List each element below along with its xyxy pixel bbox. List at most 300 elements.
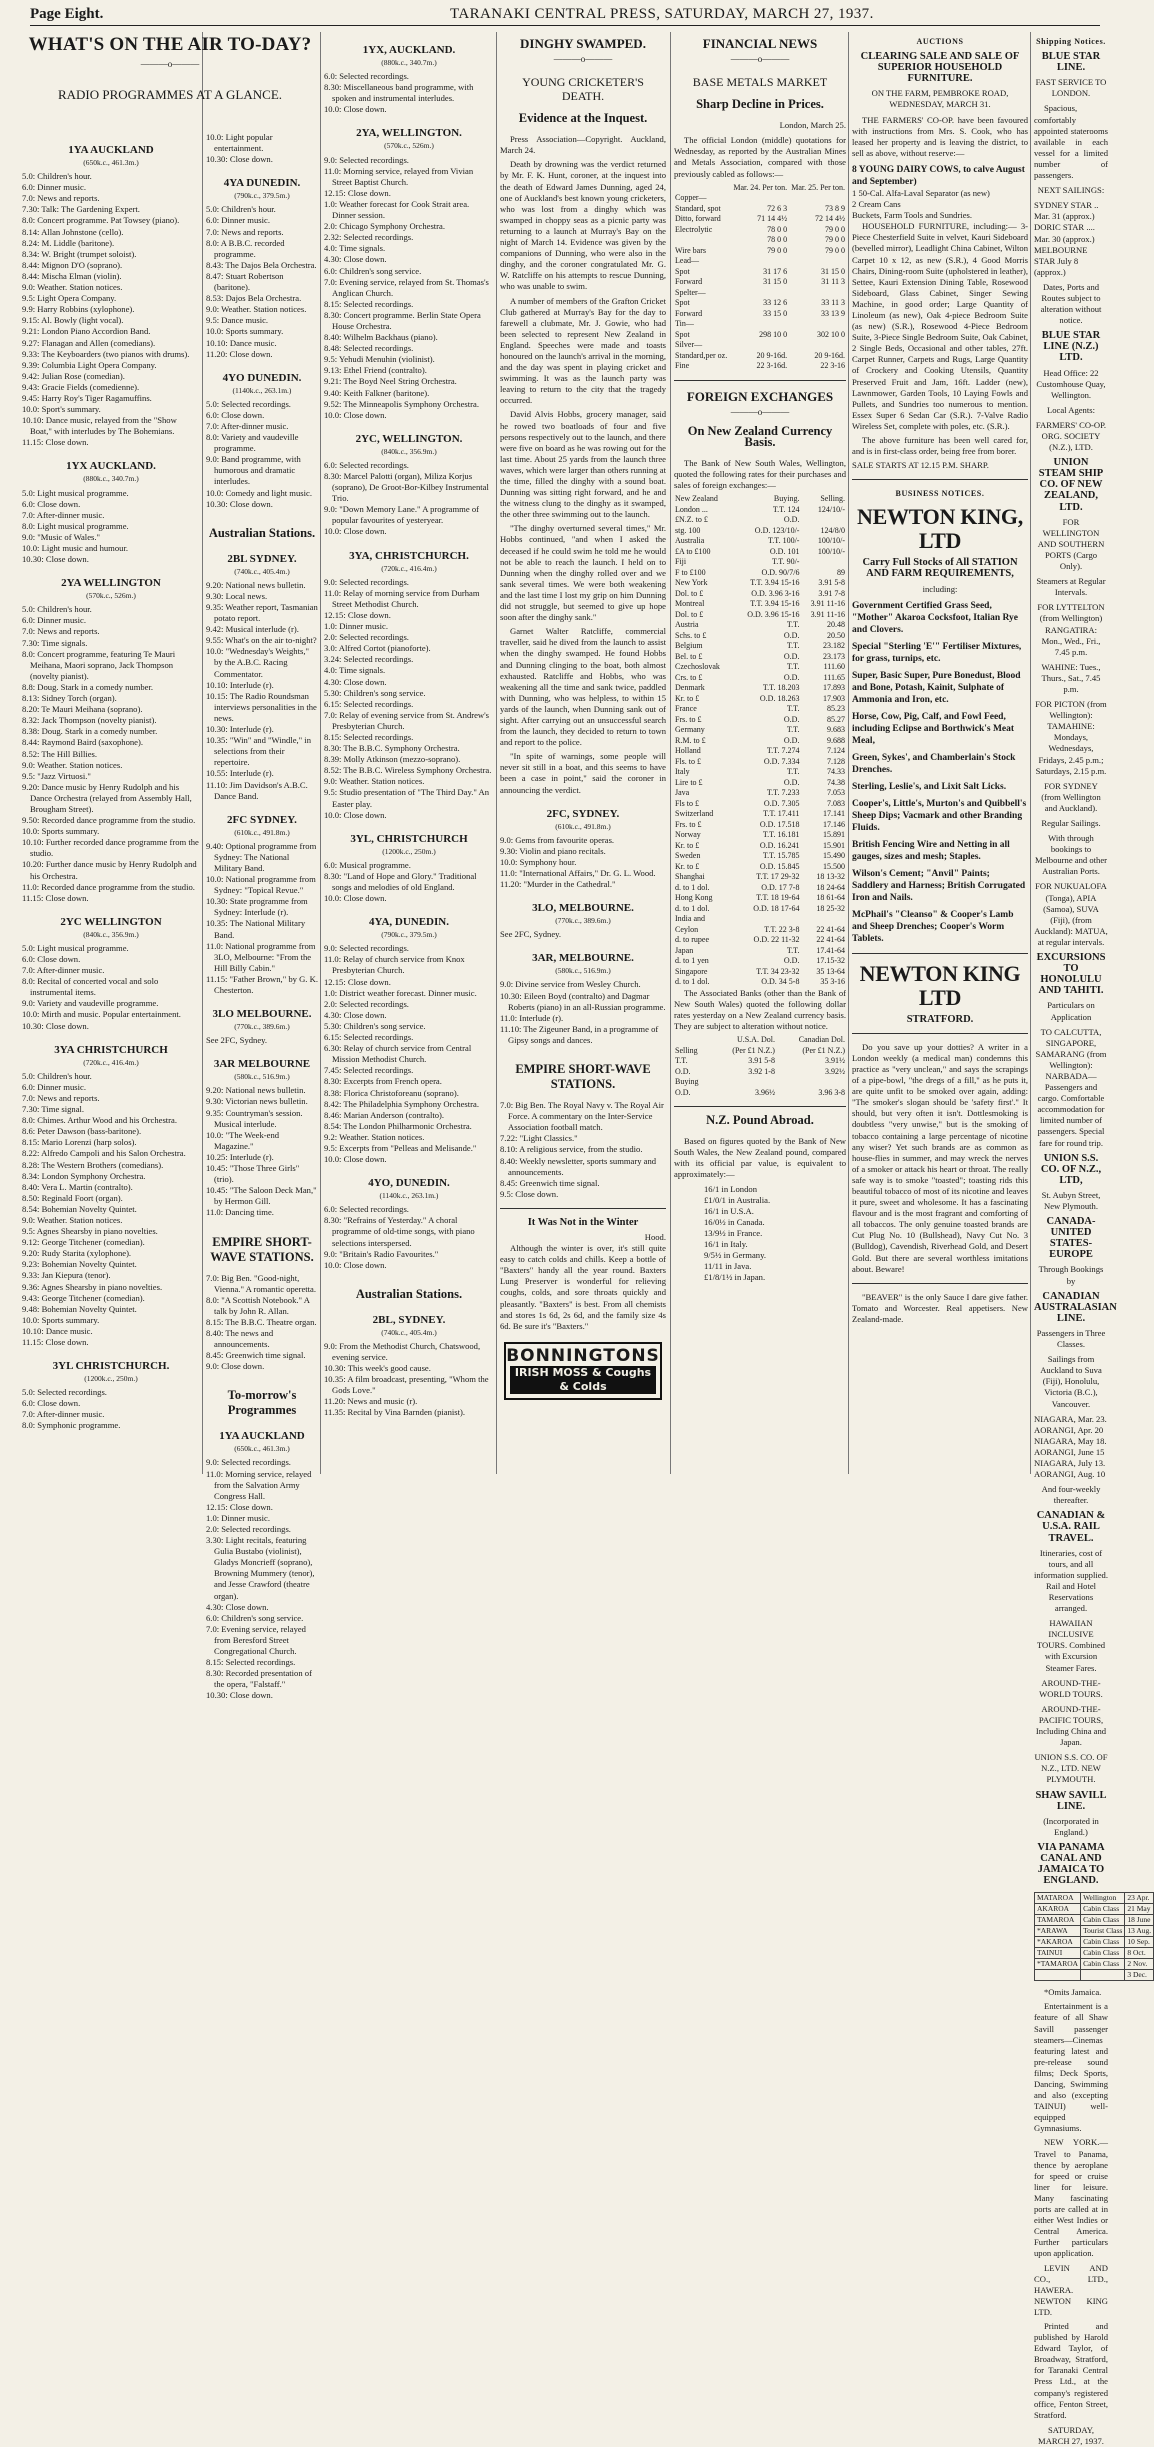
programme-item: 6.0: Dinner music.	[206, 215, 270, 226]
table-cell: Copper—	[675, 193, 707, 203]
article-paragraph: The official London (middle) quotations for Wednesday, as reported by the Australian Mines and Metals Association, compared with those previously cabled as follows:—	[674, 135, 846, 179]
programme-item: 7.30: Time signals.	[22, 637, 88, 648]
programme-item: 11.20: Close down.	[206, 348, 273, 359]
shipping-regular: Regular Sailings.	[1041, 818, 1101, 828]
shipping-around: AROUND-THE-WORLD TOURS.	[1039, 1677, 1103, 1699]
programme-item: 9.0: Divine service from Wesley Church.	[500, 979, 641, 990]
table-cell: 33 11 3	[821, 298, 845, 308]
station-frequency: (610k.c., 491.8m.)	[555, 821, 611, 831]
shipping-printed: Printed and published by Harold Edward Taylor, of Broadway, Stratford, for Taranaki Central Press Ltd., at the company's registered office, Fenton Street, Stratford.	[1034, 2320, 1108, 2420]
sailing-item: SYDNEY STAR .. Mar. 31 (approx.)	[1034, 200, 1099, 222]
table-row	[1035, 1959, 1154, 1970]
table-cell: Fiji	[675, 557, 687, 567]
programme-item: 8.45: Greenwich time signal.	[206, 1350, 306, 1361]
table-row	[674, 288, 846, 299]
programme-item: 9.20: National news bulletin.	[206, 579, 306, 590]
table-cell: Italy	[675, 767, 690, 777]
table-row	[674, 872, 846, 883]
programme-item: 10.0: Close down.	[324, 409, 387, 420]
table-row	[674, 361, 846, 372]
table-cell: Kr. to £	[675, 693, 700, 703]
station-frequency: (720k.c., 416.4m.)	[83, 1057, 139, 1067]
station-frequency: (740k.c., 405.4m.)	[234, 566, 290, 576]
table-cell: 22 41-64	[816, 924, 845, 934]
table-cell: Fls. to £	[675, 756, 702, 766]
programme-item: 9.0: Weather. Station notices.	[206, 304, 307, 315]
programme-item: 10.35: "Win" and "Windle," in selections from their repertoire.	[206, 735, 311, 768]
newton-king-brand: NEWTON KING, LTD	[857, 504, 1023, 554]
table-row	[674, 214, 846, 225]
programme-item: 8.34: W. Bright (trumpet soloist).	[22, 248, 137, 259]
station-name: 3LO MELBOURNE.	[212, 1008, 312, 1021]
table-cell: 15.490	[823, 851, 845, 861]
table-cell: Kr. to £	[675, 861, 700, 871]
programme-item: 4.0: Time signals.	[324, 665, 386, 676]
table-cell: T.T. 3.94 15-16	[750, 578, 800, 588]
table-cell: 31 15 0	[763, 277, 788, 287]
programme-item: 6.0: Dinner music.	[22, 1081, 86, 1092]
programme-item: 9.48: Bohemian Novelty Quintet.	[22, 1303, 137, 1314]
programme-item: 8.30: Excerpts from French opera.	[324, 1076, 442, 1087]
programme-item: 11.0: Recorded dance programme from the studio.	[22, 881, 195, 892]
radio-subhead: RADIO PROGRAMMES AT A GLANCE.	[57, 87, 283, 102]
table-cell: Lire to £	[675, 777, 703, 787]
programme-item: 10.30: State programme from Sydney: Interlude (r).	[206, 896, 308, 918]
programme-item: 9.33: The Keyboarders (two pianos with drums).	[22, 348, 190, 359]
table-row	[674, 914, 846, 925]
programme-item: 9.20: Rudy Starita (xylophone).	[22, 1248, 132, 1259]
table-cell	[800, 914, 846, 925]
financial-column	[674, 32, 846, 1474]
shipping-fast: FAST SERVICE TO LONDON.	[1035, 77, 1107, 99]
page-number: Page Eight.	[30, 6, 104, 22]
ornament: ———o———	[140, 59, 200, 69]
table-cell: 35 3-16	[820, 977, 845, 987]
programme-item: 8.0: "A Scottish Notebook." A talk by John R. Allan.	[206, 1294, 310, 1316]
programme-item: 9.52: The Minneapolis Symphony Orchestra.	[324, 398, 479, 409]
programme-item: 9.39: Columbia Light Opera Company.	[22, 359, 157, 370]
programme-item: 9.5: Studio presentation of "The Third Day." An Easter play.	[324, 787, 490, 809]
programme-item: 2.0: Selected recordings.	[324, 998, 409, 1009]
table-cell: 20 9-16d.	[814, 350, 845, 360]
table-row	[674, 820, 846, 831]
programme-item: 8.40: Wilhelm Backhaus (piano).	[324, 332, 438, 343]
station-name: 2YC WELLINGTON	[60, 915, 162, 928]
table-cell: Australia	[675, 536, 705, 546]
programme-item: 9.0: "Music of Wales."	[22, 531, 101, 542]
table-row	[674, 641, 846, 652]
table-cell: O.D. 3.96 3-16	[751, 588, 800, 598]
table-cell: Ditto, forward	[675, 214, 721, 224]
product-item: Horse, Cow, Pig, Calf, and Fowl Feed, including Eclipse and Borthwick's Meat Meal,	[852, 711, 1015, 746]
programme-item: 12.15: Close down.	[206, 1501, 273, 1512]
table-cell: Tin—	[675, 319, 694, 329]
table-cell: (Per £1 N.Z.)	[802, 1045, 845, 1055]
table-cell: Fls to £	[675, 798, 700, 808]
programme-item: 8.22: Alfredo Campoli and his Salon Orchestra.	[22, 1148, 186, 1159]
programme-item: 8.46: Marian Anderson (contralto).	[324, 1109, 445, 1120]
programme-item: 9.20: Dance music by Henry Rudolph and his Dance Orchestra (relayed from Assembly Hall, Brougham Street).	[22, 781, 192, 814]
programme-item: 8.30: "Land of Hope and Glory." Traditional songs and melodies of old England.	[324, 870, 477, 892]
article-paragraph: "The dinghy overturned several times," Mr. Hobbs continued, "and when I asked the deceased if he could swim he told me he would not be able to reach the launch. I held on to Dunning when the dinghy rolled over and we sank several times. We were both weakening and the last time I lost my grip on him Dunning did not struggle, but seemed to give up hope soon after the dinghy sank."	[500, 523, 666, 623]
table-row	[674, 319, 846, 330]
programme-item: 8.24: M. Liddle (baritone).	[22, 237, 115, 248]
programme-item: 5.0: Children's hour.	[22, 1070, 92, 1081]
table-cell: d. to rupee	[675, 935, 709, 945]
article-subhead: On New Zealand Currency Basis.	[687, 423, 833, 449]
table-cell: 3.91 11-16	[810, 609, 845, 619]
table-cell: Switzerland	[675, 809, 714, 819]
programme-item: 11.0: Relay of morning service from Durham Street Methodist Church.	[324, 587, 480, 609]
programme-item: 10.10: Dance music.	[22, 1325, 93, 1336]
programme-item: 4.30: Close down.	[206, 1601, 269, 1612]
programme-item: 9.13: Ethel Friend (contralto).	[324, 365, 427, 376]
ad-including: including:	[922, 583, 958, 594]
table-cell	[730, 256, 788, 267]
divider	[500, 1208, 666, 1209]
ad-attribution: Hood.	[644, 1231, 666, 1242]
programme-item: 11.15: Close down.	[22, 1337, 89, 1347]
station-frequency: (880k.c., 340.7m.)	[83, 474, 139, 484]
shipping-label: Shipping Notices.	[1036, 37, 1106, 46]
auction-note: The above furniture has been well cared for, and is in first-class order, being free from borer.	[852, 435, 1028, 457]
tobacco-article: Do you save up your dotties? A writer in a London weekly (a medical man) condemns this practice as "very unclean," and says the scrapings of a pipe-bowl, "the dregs of a fill," as he puts it, are quite unfit to be smoked over again, adding: "The smoker's slogan should be 'safety first'." It should, but very often it isn't. Dottlesmoking is doubtless "very unwise," but is the smoking of tobacco containing a large percentage of nicotine any wiser? Yet such brands are as common as house-flies in summer, and may wreck the nerves of a smoker or attack his heart or throat. The really safe way is to smoke "toasted"; toasting rids this beautiful tobacco of most of its nicotine and leaves it pure, sweet and wholesome. It has a fascinating flavour and is the most fragrant and comforting of all tobaccos. The only genuine toasted brands are Cut Plug No. 10 (Bullshead), Navy Cut No. 3 (Bulldog), Cavendish, Riverhead Gold, and Desert Gold. But there are several worthless imitations about. Beware!	[852, 1041, 1028, 1274]
programme-item: 10.0: Sports summary.	[22, 826, 100, 837]
table-cell: AKAROA	[1035, 1904, 1081, 1915]
station-frequency: (790k.c., 379.5m.)	[234, 191, 290, 201]
table-cell: India and	[675, 914, 705, 924]
divider	[852, 953, 1028, 954]
table-cell: O.D. 7.305	[763, 798, 800, 808]
programme-item: 4.30: Close down.	[324, 676, 387, 687]
table-cell: T.T. 90/-	[771, 557, 800, 567]
shipping-wahine: WAHINE: Tues., Thurs., Sat., 7.45 p.m.	[1041, 661, 1101, 694]
table-row	[674, 1056, 846, 1067]
niagara-sailing: NIAGARA, July 13. AORANGI, Aug. 10	[1034, 1457, 1106, 1480]
programme-item: 8.38: Doug. Stark in a comedy number.	[22, 726, 158, 737]
table-cell: 22 3-16	[820, 361, 845, 371]
article-subhead: BASE METALS MARKET	[692, 75, 828, 90]
programme-item: 6.0: Selected recordings.	[324, 1204, 409, 1215]
table-row	[674, 330, 846, 341]
station-name: 3LO, MELBOURNE.	[532, 902, 634, 915]
programme-item: 8.50: Reginald Foort (organ).	[22, 1192, 123, 1203]
programme-item: 9.5: Excerpts from "Pelleas and Melisande."	[324, 1142, 477, 1153]
article-paragraph: Death by drowning was the verdict returned by Mr. F. K. Hunt, coroner, at the inquest into the death of Edward James Dunning, aged 24, one of Auckland's best known young cricketers, who was lost from a dinghy which was swamped in choppy seas as a picnic party was returning to a launch at Murray's Bay on the night of March 14. Evidence was given by the companions of Dunning, who were also in the dinghy, and the coroner congratulated Mr. G. W. Ratcliffe on his attempts to rescue Dunning, who was unable to swim.	[500, 159, 666, 292]
pound-rate: 11/11 in Java.	[704, 1261, 752, 1272]
programme-item: 9.5: Close down.	[500, 1188, 559, 1199]
programme-item: 8.40: The news and announcements.	[206, 1327, 274, 1350]
table-cell: O.D.	[783, 630, 800, 640]
rates-table	[674, 1035, 846, 1098]
table-row	[674, 340, 846, 351]
programme-item: 8.0: Concert programme. Pat Towsey (piano).	[22, 215, 180, 226]
divider	[674, 380, 846, 381]
table-cell: 124/10/-	[817, 504, 845, 514]
programme-item: 10.0: "Wednesday's Weights," by the A.B.C. Racing Commentator.	[206, 646, 309, 679]
programme-item: 11.15: "Father Brown," by G. K. Chesterton.	[206, 973, 318, 995]
table-cell: Dol. to £	[675, 609, 704, 619]
table-cell: T.T.	[786, 662, 800, 672]
table-header: Mar. 25. Per ton.	[791, 182, 845, 192]
programme-item: 10.0: National programme from Sydney: "Topical Revue."	[206, 874, 316, 896]
table-row	[1035, 1948, 1154, 1959]
table-row	[674, 904, 846, 915]
station-frequency: (1140k.c., 263.1m.)	[232, 385, 292, 395]
table-cell: Cabin Class	[1081, 1937, 1125, 1948]
programme-item: 11.0: Interlude (r).	[500, 1012, 564, 1023]
table-row	[674, 599, 846, 610]
programme-item: 7.0: Big Ben. "Good-night, Vienna." A romantic operetta.	[206, 1272, 317, 1294]
rates-table	[674, 183, 846, 372]
table-cell: TAINUI	[1035, 1948, 1081, 1959]
programme-item: 9.12: George Titchener (comedian).	[22, 1237, 145, 1248]
logo-text: IRISH MOSS & Coughs & Colds	[510, 1366, 656, 1394]
table-cell: 8 Oct.	[1125, 1948, 1154, 1959]
table-cell	[1035, 1970, 1081, 1981]
article-paragraph: "In spite of warnings, some people will never sit still in a boat, and this seems to have been a case in point," said the coroner in announcing the verdict.	[500, 751, 666, 795]
product-item: Sterling, Leslie's, and Lixit Salt Licks.	[852, 781, 1007, 792]
programme-item: 6.0: Selected recordings.	[324, 71, 409, 82]
programme-item: 11.10: Jim Davidson's A.B.C. Dance Band.	[206, 779, 308, 801]
table-row	[674, 526, 846, 537]
table-row	[674, 662, 846, 673]
table-row	[674, 715, 846, 726]
table-cell	[788, 340, 846, 351]
table-cell: Cabin Class	[1081, 1948, 1125, 1959]
table-cell: O.D. 18 17-64	[753, 903, 800, 913]
table-row	[674, 862, 846, 873]
programme-item: 8.43: The Dajos Bela Orchestra.	[206, 259, 317, 270]
table-cell: 17.141	[823, 809, 845, 819]
programme-item: 7.0: After-dinner music.	[206, 420, 289, 431]
table-row	[1035, 1904, 1154, 1915]
programme-item: 7.0: After-dinner music.	[22, 509, 105, 520]
table-cell: T.T. 15.785	[762, 851, 800, 861]
programme-item: 11.35: Recital by Vina Barnden (pianist).	[324, 1407, 466, 1418]
section-head: EMPIRE SHORT-WAVE STATIONS.	[515, 1062, 651, 1092]
programme-item: 6.0: Dinner music.	[22, 615, 86, 626]
shipping-panama: VIA PANAMA CANAL AND JAMAICA TO ENGLAND.	[1037, 1841, 1105, 1887]
table-cell: T.T. 17.411	[763, 809, 800, 819]
ad-subhead: Carry Full Stocks of All STATION AND FARM REQUIREMENTS,	[862, 557, 1018, 580]
table-cell: 9.688	[827, 735, 845, 745]
programme-item: 9.0: "Britain's Radio Favourites."	[324, 1248, 439, 1259]
station-name: 4YA, DUNEDIN.	[369, 916, 449, 929]
station-name: 1YA AUCKLAND	[68, 144, 154, 156]
programme-item: 10.0: Close down.	[324, 104, 387, 115]
programme-item: 8.34: London Symphony Orchestra.	[22, 1170, 146, 1181]
table-header: Selling.	[820, 494, 845, 504]
programme-item: 10.30: Close down.	[206, 154, 273, 165]
sailing-table	[1034, 1892, 1154, 1981]
station-frequency: (720k.c., 416.4m.)	[381, 563, 437, 573]
product-item: McPhail's "Cleanso" & Cooper's Lamb and Sheep Drenches; Cooper's Worm Tablets.	[852, 909, 1014, 944]
programme-item: 11.0: Relay of church service from Knox Presbyterian Church.	[324, 954, 465, 976]
programme-item: 8.40: Weekly newsletter, sports summary and announcements.	[500, 1155, 657, 1177]
table-cell: 3.91 5-8	[748, 1056, 775, 1066]
programme-item: 9.0: Weather. Station notices.	[22, 282, 123, 293]
programme-item: 6.0: Close down.	[206, 409, 265, 420]
article-paragraph: David Alvis Hobbs, grocery manager, said he rowed two boatloads of four and five persons respectively out to the launch, and there were five on board as he was rowing out for the last time. About 25 yards from the launch three waves, which were larger than others running at the time, filled the dinghy with a sound boat. Dunning was sitting right forward, and he and the witness clung to the dinghy as it swamped, the other three swimming out to the launch.	[500, 409, 666, 520]
table-row	[1035, 1970, 1154, 1981]
table-cell	[788, 319, 846, 330]
table-cell: 100/10/-	[817, 546, 845, 556]
divider	[852, 479, 1028, 480]
table-cell: 74.33	[827, 767, 845, 777]
programme-item: 11.0: Dancing time.	[206, 1207, 274, 1218]
table-cell: 111.65	[823, 672, 845, 682]
table-cell	[730, 193, 788, 204]
table-cell: Java	[675, 788, 690, 798]
programme-item: 9.33: Jan Kiepura (tenor).	[22, 1270, 111, 1281]
table-cell: O.D. 90/7/6	[761, 567, 800, 577]
station-frequency: (1200k.c., 250m.)	[382, 846, 436, 856]
section-label: BUSINESS NOTICES.	[895, 489, 985, 499]
programme-item: 5.0: Children's hour.	[22, 171, 92, 182]
product-item: Special "Sterling 'E'" Fertiliser Mixtures, for grass, turnips, etc.	[852, 641, 1022, 664]
programme-item: 9.0: From the Methodist Church, Chatswood, evening service.	[324, 1340, 481, 1362]
auction-lot: Buckets, Farm Tools and Sundries.	[852, 210, 973, 221]
programme-item: 6.30: Relay of church service from Central Mission Methodist Church.	[324, 1043, 472, 1065]
table-row	[674, 704, 846, 715]
programme-item: 11.15: Close down.	[22, 437, 89, 448]
table-cell: Forward	[675, 277, 703, 287]
station-name: 2BL, SYDNEY.	[372, 1313, 446, 1326]
programme-item: 10.20: Further dance music by Henry Rudolph and his Orchestra.	[22, 859, 197, 881]
table-cell: 3.91½	[825, 1056, 845, 1066]
programme-item: 9.50: Recorded dance programme from the studio.	[22, 815, 196, 826]
table-cell: 20.48	[827, 620, 845, 630]
programme-item: 5.0: Selected recordings.	[206, 398, 291, 409]
station-name: 3YL CHRISTCHURCH.	[52, 1360, 170, 1373]
article-headline: DINGHY SWAMPED.	[520, 36, 646, 51]
shipping-column	[1034, 32, 1152, 2446]
table-row	[674, 1067, 846, 1078]
pound-rate: 16/1 in U.S.A.	[704, 1205, 754, 1216]
table-cell: 3.91 5-8	[818, 578, 845, 588]
table-row	[674, 256, 846, 267]
shipping-dates-note: Dates, Ports and Routes subject to alteration without notice.	[1040, 281, 1102, 326]
table-cell: Wellington	[1081, 1893, 1125, 1904]
table-cell	[730, 288, 788, 299]
table-row	[1035, 1915, 1154, 1926]
programme-item: 8.30: Concert programme. Berlin State Opera House Orchestra.	[324, 309, 481, 331]
shipping-local: Local Agents:	[1047, 404, 1095, 415]
table-cell: d. to 1 dol.	[675, 977, 710, 987]
shipping-hawaiian: HAWAIIAN INCLUSIVE TOURS. Combined with Excursion Steamer Fares.	[1036, 1618, 1106, 1673]
table-cell: 71 14 4½	[757, 214, 788, 224]
programme-item: 2.0: Chicago Symphony Orchestra.	[324, 221, 446, 232]
programme-item: 9.0: Band programme, with humorous and dramatic interludes.	[206, 454, 301, 487]
table-cell: Japan	[675, 945, 694, 955]
shipping-steamers: Steamers at Regular Intervals.	[1036, 576, 1106, 598]
station-frequency: (790k.c., 379.5m.)	[381, 930, 437, 940]
table-cell: T.T. 16.181	[762, 830, 800, 840]
shipping-farmers: FARMERS' CO-OP. ORG. SOCIETY (N.Z.), LTD.	[1035, 419, 1107, 453]
shipping-blue-star: BLUE STAR LINE.	[1041, 51, 1101, 74]
programme-item: 8.38: Florica Christoforeanu (soprano).	[324, 1087, 459, 1098]
programme-item: 5.0: Selected recordings.	[22, 1387, 107, 1398]
table-cell: 7.053	[827, 788, 845, 798]
programme-item: 11.20: "Murder in the Cathedral."	[500, 879, 616, 890]
shipping-for-wgtn: FOR WELLINGTON AND SOUTHERN PORTS (Cargo Only).	[1037, 516, 1105, 572]
programme-item: 9.40: Optional programme from Sydney: The National Military Band.	[206, 840, 317, 873]
table-cell: *TAMAROA	[1035, 1959, 1081, 1970]
programme-item: 5.0: Children's hour.	[22, 604, 92, 615]
table-header: U.S.A. Dol.	[736, 1035, 775, 1045]
table-row	[674, 351, 846, 362]
table-row	[674, 925, 846, 936]
programme-item: 9.0: Weather. Station notices.	[22, 1214, 123, 1225]
masthead	[30, 4, 1100, 26]
programme-item: 9.30: Victorian news bulletin.	[206, 1096, 308, 1107]
programme-item: 9.20: National news bulletin.	[206, 1085, 306, 1096]
table-cell: 17.146	[823, 819, 845, 829]
programme-item: 6.0: Close down.	[22, 1398, 81, 1409]
table-row	[674, 946, 846, 957]
table-row	[674, 309, 846, 320]
table-cell: 7.083	[827, 798, 845, 808]
table-cell: 33 15 0	[763, 308, 788, 318]
programme-item: 12.15: Close down.	[324, 609, 391, 620]
table-cell: Frs. to £	[675, 714, 702, 724]
table-cell: T.T. 17 29-32	[756, 872, 800, 882]
programme-item: 10.35: A film broadcast, presenting, "Whom the Gods Love."	[324, 1374, 489, 1396]
table-cell: T.T.	[786, 620, 800, 630]
table-cell: Kr. to £	[675, 840, 700, 850]
table-row	[674, 809, 846, 820]
section-head: Australian Stations.	[208, 525, 316, 540]
table-cell: 17.15-32	[816, 956, 845, 966]
shipping-calcutta: TO CALCUTTA, SINGAPORE, SAMARANG (from Wellington): NARBADA—Passengers and cargo. Comfortable accommodation for limited number of passengers. Special fare for round trip.	[1035, 1026, 1107, 1148]
station-name: 3AR MELBOURNE	[213, 1058, 311, 1071]
programme-item: 9.35: Weather report, Tasmanian potato report.	[206, 602, 318, 624]
table-cell: O.D.	[783, 714, 800, 724]
shipping-fourweekly: And four-weekly thereafter.	[1041, 1484, 1101, 1506]
ornament: ———o———	[730, 54, 790, 64]
shipping-particulars: Particulars on Application	[1047, 1000, 1095, 1022]
auction-location: ON THE FARM, PEMBROKE ROAD, WEDNESDAY, MARCH 31.	[871, 88, 1009, 110]
table-cell: O.D. 3.96 15-16	[747, 609, 800, 619]
table-row	[674, 883, 846, 894]
station-name: 4YO DUNEDIN.	[222, 371, 302, 384]
table-cell	[711, 1077, 776, 1088]
programme-item: 9.15: Al. Bowly (light vocal).	[22, 315, 124, 326]
programme-item: 9.35: Countryman's session. Musical interlude.	[206, 1107, 303, 1129]
article-paragraph: Garnet Walter Ratcliffe, commercial traveller, said he dived from the launch to assist when the dinghy swamped. He found Hobbs and Dunning clinging to the boat, both almost exhausted. Ratcliffe and Hobbs, who was weakening all the time and sank twice, paddled with Dunning, who was helpless, to within 15 yards of the launch, when Dunning sank out of sight. After carrying out an unsuccessful search from the launch, they decided to return to town and report to the police.	[500, 626, 666, 748]
shipping-omits: *Omits Jamaica.	[1044, 1987, 1102, 1998]
programme-item: 9.21: London Piano Accordion Band.	[22, 326, 151, 337]
table-row	[674, 683, 846, 694]
programme-item: 8.28: The Western Brothers (comedians).	[22, 1159, 164, 1170]
shipping-itineraries: Itineraries, cost of tours, and all information supplied. Rail and Hotel Reservations arranged.	[1034, 1547, 1108, 1614]
shipping-footer-date: SATURDAY, MARCH 27, 1937.	[1038, 2424, 1104, 2446]
auction-lot: 1 50-Cal. Alfa-Laval Separator (as new)	[852, 187, 990, 198]
programme-item: 5.0: Children's hour.	[206, 204, 276, 215]
programme-item: 10.45: "Those Three Girls" (trio).	[206, 1163, 300, 1185]
divider	[674, 1106, 846, 1107]
table-cell: 31 15 0	[821, 266, 845, 276]
programme-item: 11.10: The Zigeuner Band, in a programme of Gipsy songs and dances.	[500, 1023, 659, 1045]
table-row	[674, 277, 846, 288]
programme-item: 8.0: Concert programme, featuring Te Mauri Meihana, Maori soprano, Jack Thompson (novelty pianist).	[22, 648, 176, 681]
programme-item: 11.0: National programme from 3LO, Melbourne: "From the Hill Billy Cabin."	[206, 940, 316, 973]
programme-item: 10.0: Close down.	[324, 1259, 387, 1270]
article-subhead: Evidence at the Inquest.	[518, 111, 648, 126]
programme-item: 8.15: Selected recordings.	[206, 1657, 296, 1668]
table-cell: Norway	[675, 830, 701, 840]
